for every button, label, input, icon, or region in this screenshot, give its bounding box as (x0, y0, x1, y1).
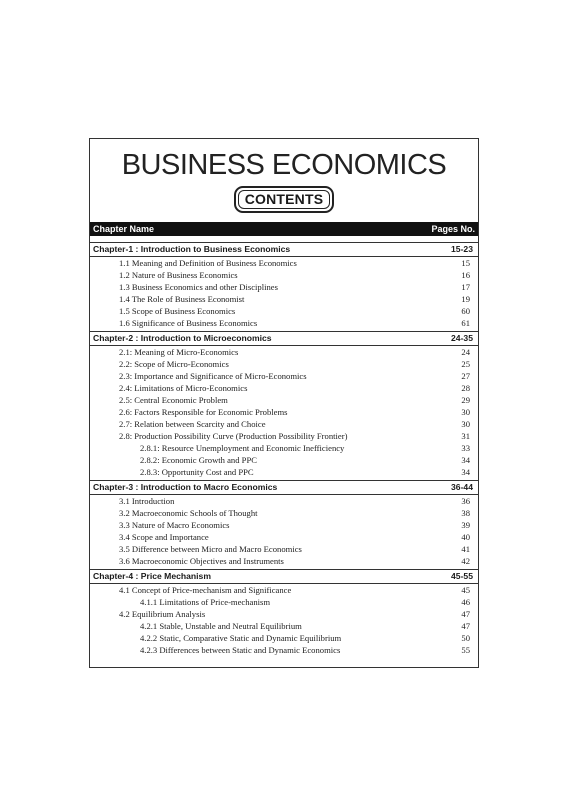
toc-entry[interactable] (90, 305, 478, 317)
toc-entry-title: 2.7: Relation between Scarcity and Choice (119, 419, 266, 429)
toc-entry-title: 3.6 Macroeconomic Objectives and Instruments (119, 556, 284, 566)
chapter-row[interactable] (90, 331, 478, 346)
toc-entry-page: 34 (461, 467, 470, 477)
toc-entry-page: 41 (461, 544, 470, 554)
toc-entry[interactable] (90, 269, 478, 281)
toc-entry-page: 38 (461, 508, 470, 518)
toc-entry[interactable] (90, 596, 478, 608)
toc-entry-title: 4.1 Concept of Price-mechanism and Significance (119, 585, 292, 595)
chapter-title: Chapter-1 : Introduction to Business Economics (93, 244, 291, 254)
toc-entry-page: 40 (461, 532, 470, 542)
toc-entry-title: 1.6 Significance of Business Economics (119, 318, 258, 328)
contents-heading-wrap (90, 186, 478, 213)
toc-entry-page: 24 (461, 347, 470, 357)
toc-entry-title: 2.8.3: Opportunity Cost and PPC (140, 467, 254, 477)
toc-entry[interactable] (90, 394, 478, 406)
toc-entry-title: 2.3: Importance and Significance of Micro-Economics (119, 371, 307, 381)
toc-entry-title: 4.2 Equilibrium Analysis (119, 609, 206, 619)
toc-entry-page: 30 (461, 419, 470, 429)
toc-entry[interactable] (90, 281, 478, 293)
toc-entry[interactable] (90, 406, 478, 418)
toc-entry[interactable] (90, 644, 478, 656)
toc-entry[interactable] (90, 257, 478, 269)
toc-entry-title: 2.8.2: Economic Growth and PPC (140, 455, 257, 465)
toc-table (90, 242, 478, 656)
toc-entry-page: 15 (461, 258, 470, 268)
toc-entry[interactable] (90, 507, 478, 519)
toc-entry-title: 2.4: Limitations of Micro-Economics (119, 383, 248, 393)
chapter-title: Chapter-3 : Introduction to Macro Economics (93, 482, 278, 492)
toc-entry[interactable] (90, 519, 478, 531)
toc-entry[interactable] (90, 632, 478, 644)
toc-entry-title: 3.4 Scope and Importance (119, 532, 209, 542)
toc-entry-page: 42 (461, 556, 470, 566)
toc-entry-page: 61 (461, 318, 470, 328)
toc-entry[interactable] (90, 620, 478, 632)
toc-entry-title: 4.2.2 Static, Comparative Static and Dynamic Equilibrium (140, 633, 342, 643)
toc-entry-page: 17 (461, 282, 470, 292)
toc-entry[interactable] (90, 358, 478, 370)
toc-entry[interactable] (90, 293, 478, 305)
toc-entry-page: 45 (461, 585, 470, 595)
toc-entry-page: 34 (461, 455, 470, 465)
toc-entry-title: 4.2.1 Stable, Unstable and Neutral Equilibrium (140, 621, 302, 631)
toc-entry-title: 1.1 Meaning and Definition of Business Economics (119, 258, 297, 268)
toc-entry-page: 28 (461, 383, 470, 393)
toc-entry[interactable] (90, 608, 478, 620)
toc-entry-title: 1.2 Nature of Business Economics (119, 270, 238, 280)
toc-entry-title: 3.3 Nature of Macro Economics (119, 520, 230, 530)
toc-entry[interactable] (90, 418, 478, 430)
toc-entry-title: 1.5 Scope of Business Economics (119, 306, 236, 316)
toc-entry[interactable] (90, 584, 478, 596)
toc-entry-page: 47 (461, 621, 470, 631)
toc-entry[interactable] (90, 346, 478, 358)
toc-entry[interactable] (90, 382, 478, 394)
chapter-pages: 24-35 (451, 333, 473, 343)
toc-entry-title: 3.5 Difference between Micro and Macro Economics (119, 544, 302, 554)
chapter-pages: 45-55 (451, 571, 473, 581)
toc-entry-title: 2.2: Scope of Micro-Economics (119, 359, 229, 369)
contents-label: CONTENTS (238, 190, 331, 209)
toc-entry-page: 50 (461, 633, 470, 643)
toc-entry[interactable] (90, 370, 478, 382)
toc-entry-title: 4.1.1 Limitations of Price-mechanism (140, 597, 271, 607)
toc-entry-page: 30 (461, 407, 470, 417)
chapter-row[interactable] (90, 242, 478, 257)
toc-entry-page: 47 (461, 609, 470, 619)
toc-entry[interactable] (90, 555, 478, 567)
chapter-row[interactable] (90, 569, 478, 584)
toc-entry-title: 3.1 Introduction (119, 496, 175, 506)
toc-entry-page: 31 (461, 431, 470, 441)
toc-entry-title: 2.5: Central Economic Problem (119, 395, 228, 405)
toc-entry-page: 39 (461, 520, 470, 530)
chapter-title: Chapter-4 : Price Mechanism (93, 571, 211, 581)
header-chapter-name: Chapter Name (93, 224, 155, 234)
toc-entry[interactable] (90, 317, 478, 329)
chapter-title: Chapter-2 : Introduction to Microeconomics (93, 333, 272, 343)
toc-entry-page: 25 (461, 359, 470, 369)
chapter-pages: 15-23 (451, 244, 473, 254)
toc-entry-title: 2.8.1: Resource Unemployment and Economic Inefficiency (140, 443, 345, 453)
toc-entry-page: 55 (461, 645, 470, 655)
toc-entry[interactable] (90, 442, 478, 454)
toc-entry[interactable] (90, 454, 478, 466)
toc-entry-title: 2.1: Meaning of Micro-Economics (119, 347, 239, 357)
toc-entry-title: 1.3 Business Economics and other Disciplines (119, 282, 278, 292)
toc-entry-title: 3.2 Macroeconomic Schools of Thought (119, 508, 258, 518)
toc-entry-page: 36 (461, 496, 470, 506)
toc-entry-title: 4.2.3 Differences between Static and Dynamic Economics (140, 645, 341, 655)
chapter-row[interactable] (90, 480, 478, 495)
toc-entry-page: 16 (461, 270, 470, 280)
contents-badge (234, 186, 335, 213)
toc-entry[interactable] (90, 430, 478, 442)
toc-entry[interactable] (90, 543, 478, 555)
toc-entry-title: 2.6: Factors Responsible for Economic Problems (119, 407, 288, 417)
toc-entry-page: 29 (461, 395, 470, 405)
toc-entry-page: 19 (461, 294, 470, 304)
book-title: BUSINESS ECONOMICS (121, 149, 447, 181)
table-header (90, 222, 478, 236)
toc-entry-title: 1.4 The Role of Business Economist (119, 294, 245, 304)
toc-entry-page: 27 (461, 371, 470, 381)
toc-entry[interactable] (90, 495, 478, 507)
toc-entry-page: 60 (461, 306, 470, 316)
toc-entry[interactable] (90, 531, 478, 543)
contents-frame (89, 138, 479, 668)
header-pages-no: Pages No. (431, 224, 475, 234)
toc-entry-page: 46 (461, 597, 470, 607)
chapter-pages: 36-44 (451, 482, 473, 492)
toc-entry[interactable] (90, 466, 478, 478)
toc-entry-title: 2.8: Production Possibility Curve (Production Possibility Frontier) (119, 431, 348, 441)
toc-entry-page: 33 (461, 443, 470, 453)
